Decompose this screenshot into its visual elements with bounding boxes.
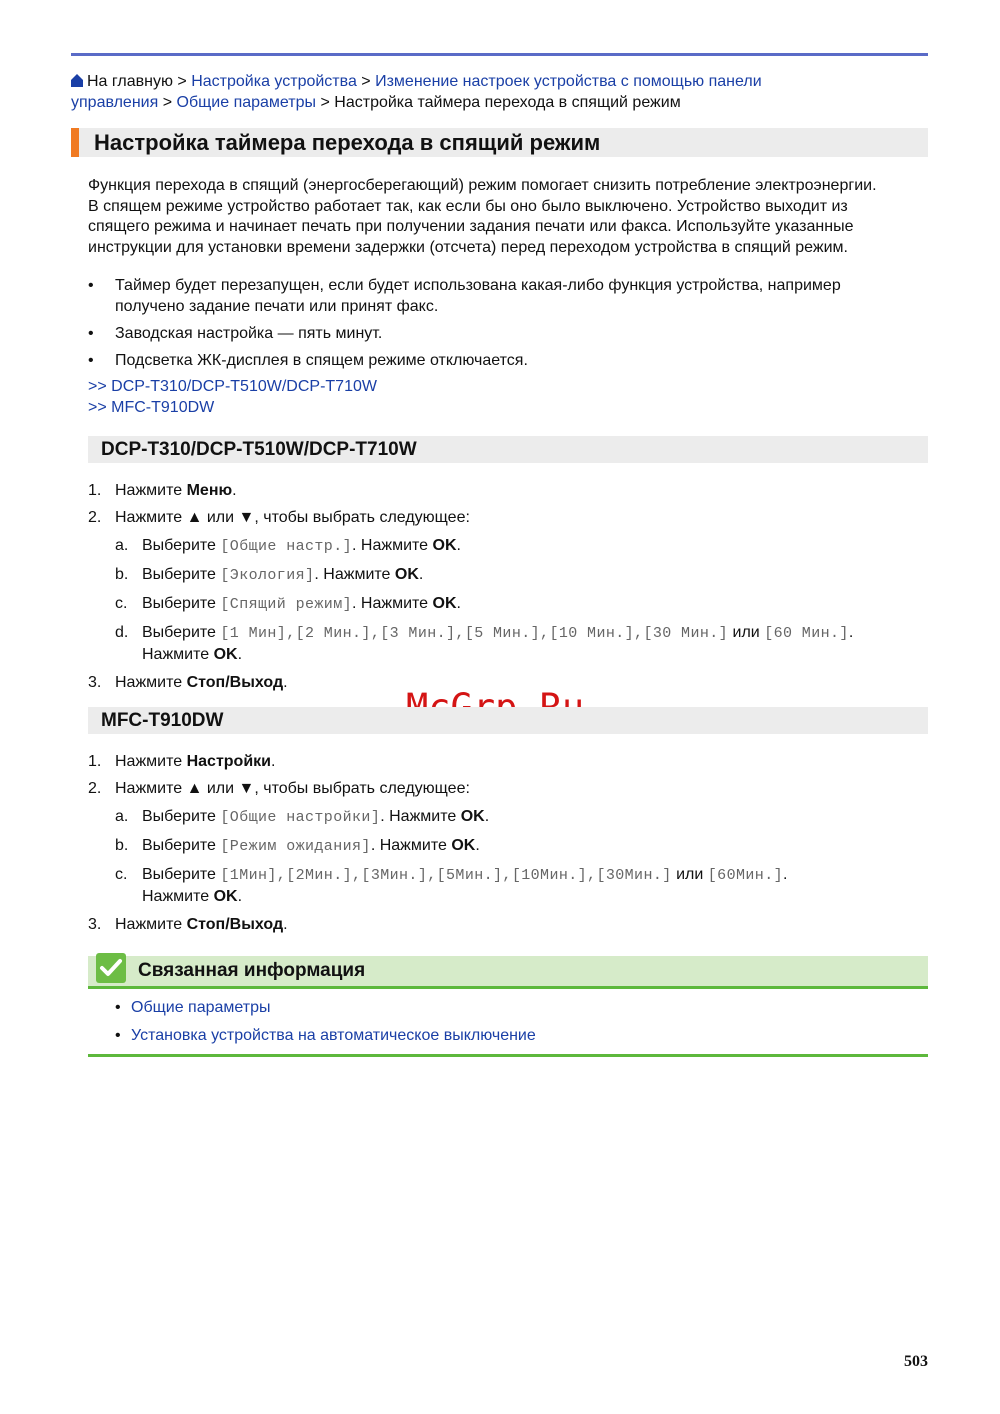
steps-dcp <box>88 481 928 701</box>
substep-item: c. Выберите [Спящий режим]. Нажмите OK. <box>115 595 461 614</box>
model-link-dcp[interactable]: >> DCP-T310/DCP-T510W/DCP-T710W <box>88 378 377 395</box>
checkmark-icon <box>96 953 126 983</box>
breadcrumb-link-change-settings[interactable]: Изменение настроек устройства с помощью панели <box>375 73 762 90</box>
model-link-mfc[interactable]: >> MFC-T910DW <box>88 398 215 416</box>
breadcrumb-current: Настройка таймера перехода в спящий режим <box>334 94 681 111</box>
substep-item: c. Выберите [1Мин],[2Мин.],[3Мин.],[5Мин.],[10Мин.],[30Мин.] или [60Мин.]. Нажмите OK. <box>115 866 788 905</box>
substep-item: d. Выберите [1 Мин],[2 Мин.],[3 Мин.],[5 Мин.],[10 Мин.],[30 Мин.] или [60 Мин.]. Нажмите OK. <box>115 624 854 663</box>
steps-mfc <box>88 752 928 942</box>
list-item <box>100 1026 928 1047</box>
related-links-list <box>100 998 928 1053</box>
substep-item: b. Выберите [Режим ожидания]. Нажмите OK. <box>115 836 480 855</box>
model-links <box>88 377 928 418</box>
section-header-dcp <box>88 436 928 463</box>
top-rule <box>71 53 928 56</box>
section-title: MFC-T910DW <box>101 710 224 731</box>
title-accent-bar <box>71 128 79 157</box>
breadcrumb-link-change-settings-cont[interactable]: управления <box>71 94 159 111</box>
breadcrumb-separator: > <box>162 94 173 111</box>
list-item: • Подсветка ЖК-дисплея в спящем режиме отключается. <box>88 351 928 372</box>
breadcrumb-link-device-setup[interactable]: Настройка устройства <box>191 73 357 90</box>
page-number: 503 <box>904 1353 928 1370</box>
related-info-header <box>88 956 928 989</box>
breadcrumb <box>71 71 928 113</box>
list-item: • Таймер будет перезапущен, если будет использована какая-либо функция устройства, например получено задание печати или принят факс. <box>88 277 841 315</box>
section-header-mfc <box>88 707 928 734</box>
intro-line: инструкции для установки времени задержки (отсчета) перед переходом устройства в спящий режим. <box>88 238 848 256</box>
bullet-icon: • <box>115 1026 121 1044</box>
page-title: Настройка таймера перехода в спящий режим <box>94 130 601 155</box>
page-title-bar <box>71 128 928 157</box>
breadcrumb-separator: > <box>320 94 330 111</box>
breadcrumb-separator: > <box>361 73 371 90</box>
step-item: 1. Нажмите Меню. <box>88 482 237 499</box>
step-item: 2. Нажмите ▲ или ▼, чтобы выбрать следующее: <box>88 509 470 527</box>
bottom-rule <box>88 1054 928 1057</box>
step-item: 3. Нажмите Стоп/Выход. <box>88 915 288 933</box>
substep-item: a. Выберите [Общие настр.]. Нажмите OK. <box>115 536 461 555</box>
bullet-icon: • <box>88 277 94 294</box>
step-item: 3. Нажмите Стоп/Выход. <box>88 674 288 692</box>
bullet-icon: • <box>88 351 94 369</box>
related-link-auto-power-off[interactable]: Установка устройства на автоматическое выключение <box>131 1026 536 1044</box>
breadcrumb-separator: > <box>177 73 187 90</box>
intro-paragraph <box>88 176 928 258</box>
notes-list <box>88 276 928 378</box>
list-item: • Заводская настройка — пять минут. <box>88 324 928 345</box>
bullet-icon: • <box>88 324 94 342</box>
step-item: 2. Нажмите ▲ или ▼, чтобы выбрать следующее: <box>88 780 470 798</box>
bullet-icon: • <box>115 999 121 1016</box>
intro-line: Функция перехода в спящий (энергосберегающий) режим помогает снизить потребление электроэнергии. <box>88 177 877 194</box>
section-title: DCP-T310/DCP-T510W/DCP-T710W <box>101 439 417 460</box>
intro-line: В спящем режиме устройство работает так, как если бы оно было выключено. Устройство выходит из <box>88 197 848 215</box>
breadcrumb-home: На главную <box>87 73 173 90</box>
related-info-title: Связанная информация <box>138 960 366 981</box>
substep-item: b. Выберите [Экология]. Нажмите OK. <box>115 565 424 584</box>
home-icon <box>71 74 83 87</box>
list-item <box>100 998 928 1019</box>
substep-item: a. Выберите [Общие настройки]. Нажмите OK. <box>115 807 490 826</box>
step-item: 1. Нажмите Настройки. <box>88 753 276 770</box>
intro-line: спящего режима и начинает печать при получении задания печати или факса. Используйте указанные <box>88 218 854 235</box>
related-link-general-settings[interactable]: Общие параметры <box>131 999 271 1016</box>
breadcrumb-link-general-settings[interactable]: Общие параметры <box>176 94 317 111</box>
